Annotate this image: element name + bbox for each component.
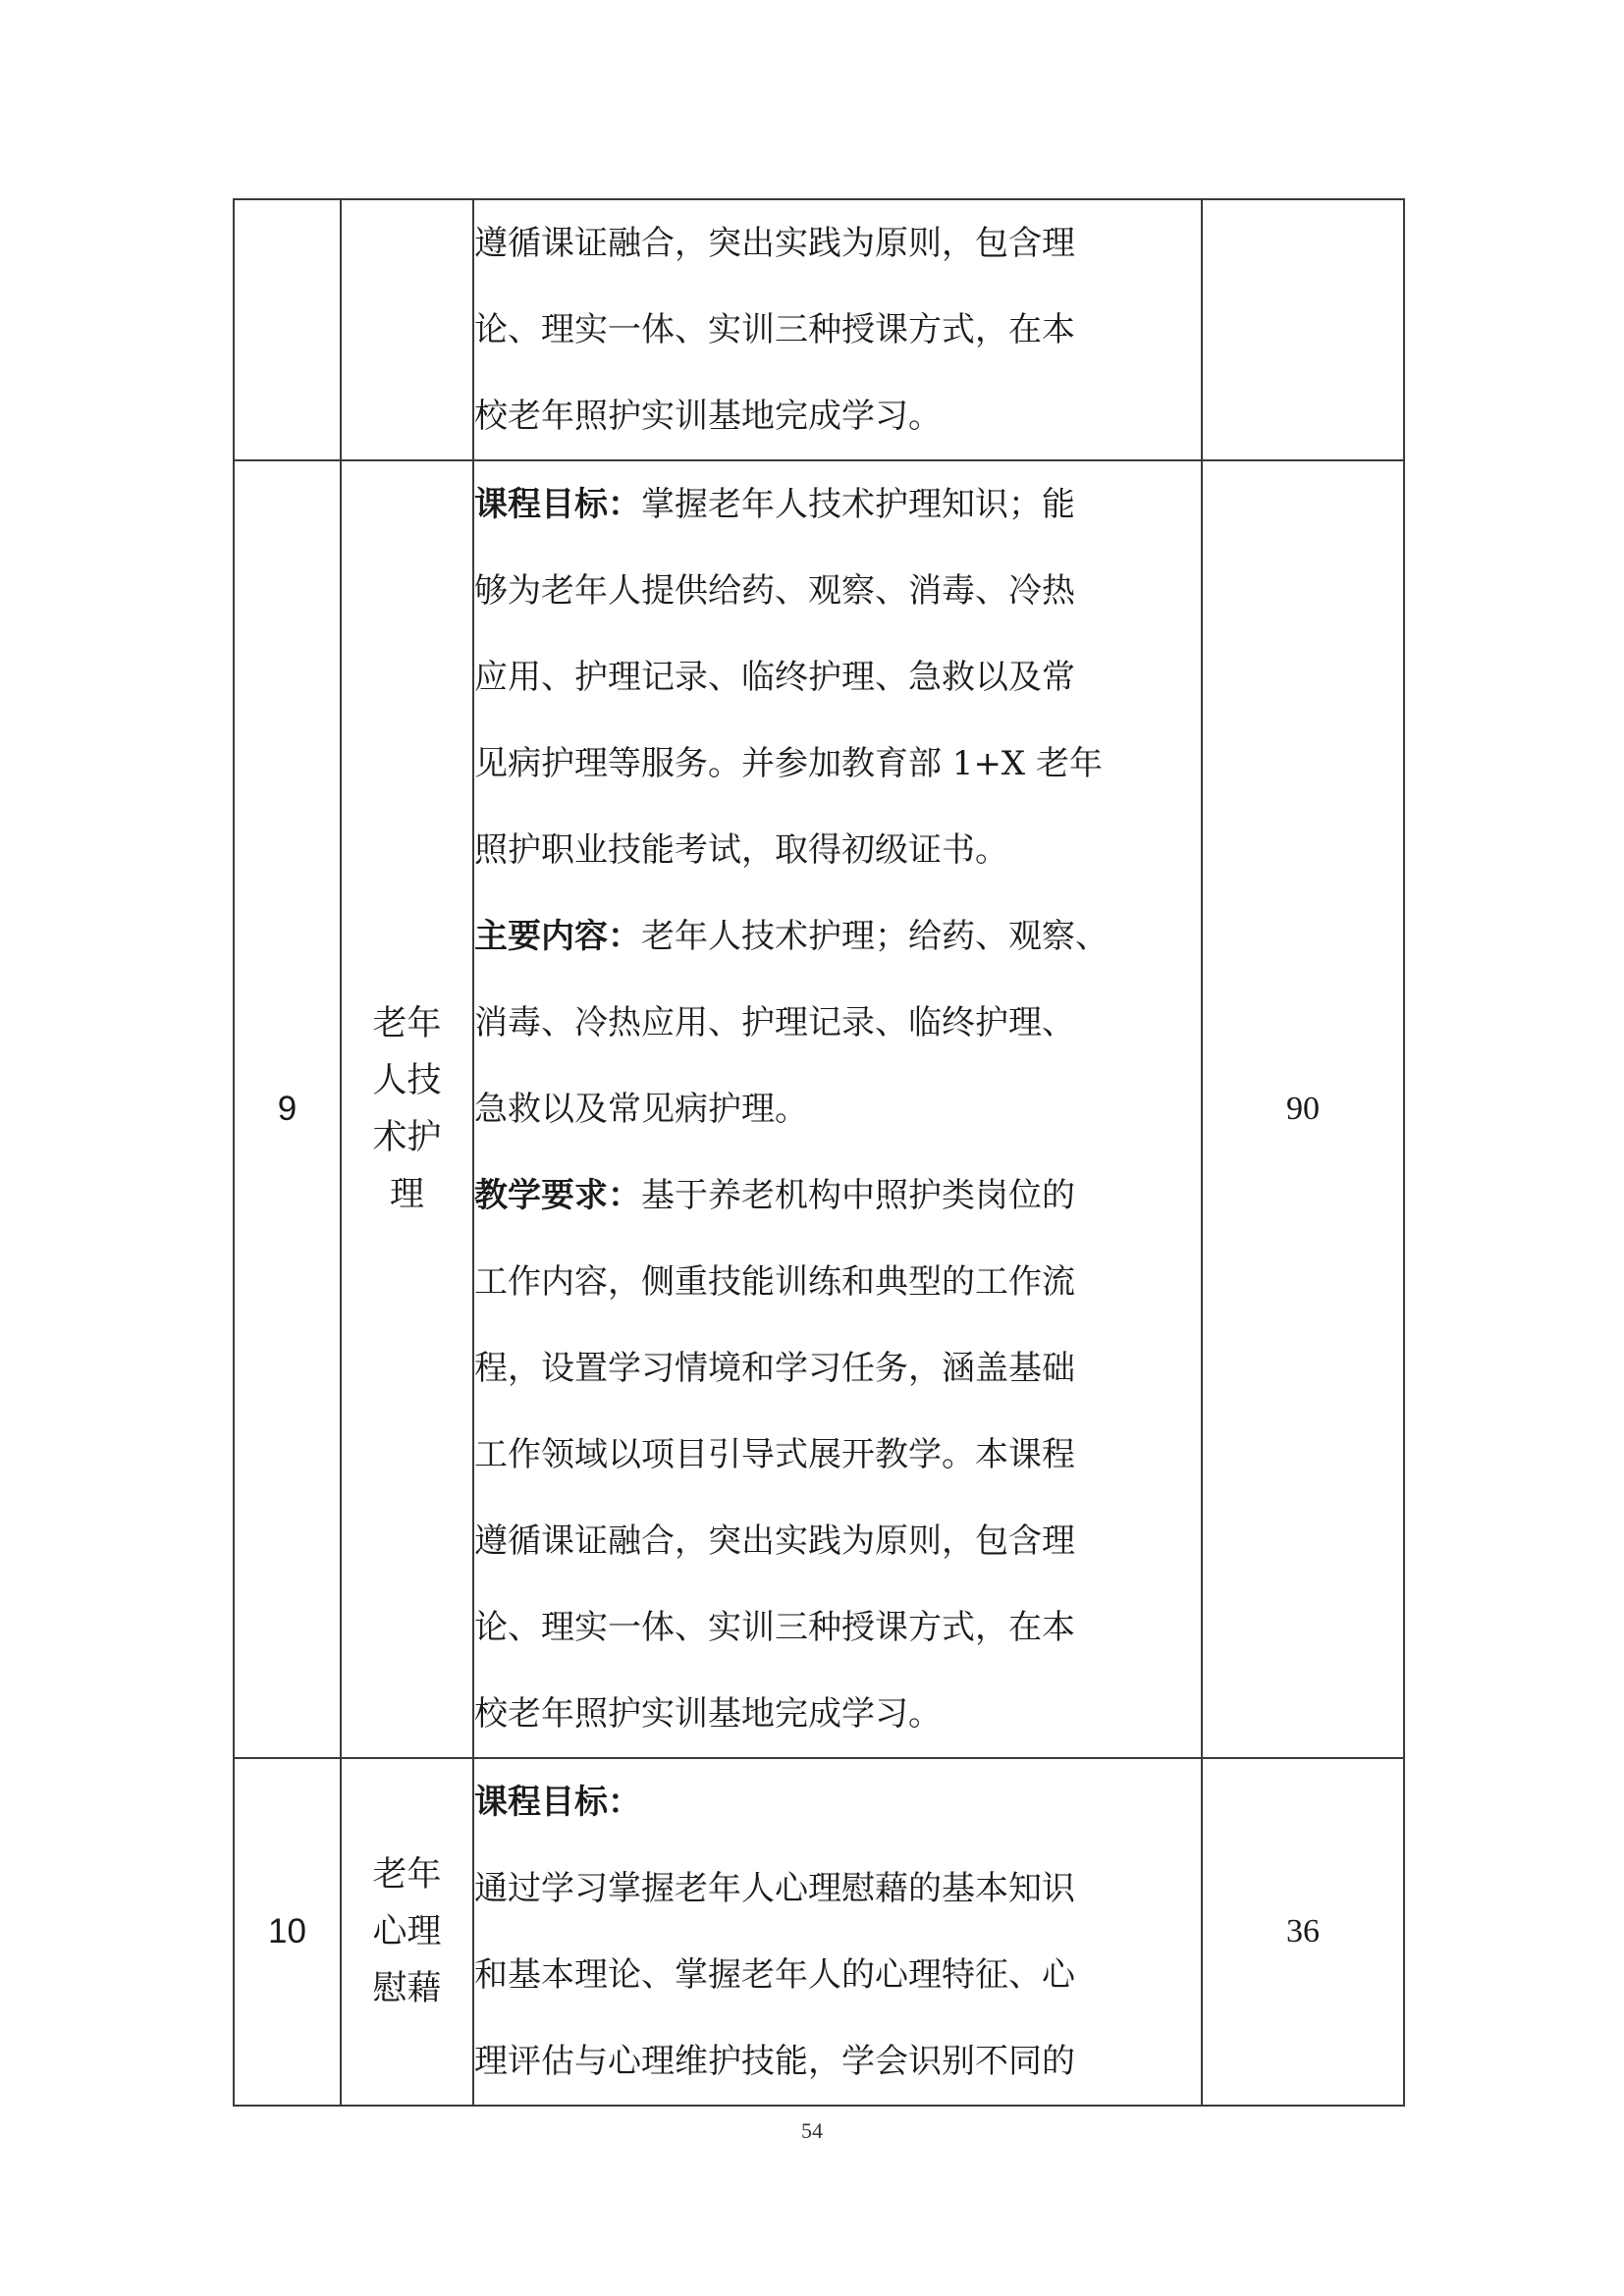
content-line — [474, 1671, 1201, 1757]
content-line — [474, 1932, 1201, 2018]
page-number: 54 — [801, 2118, 823, 2143]
content-line — [474, 721, 1201, 807]
content-line — [474, 1759, 1201, 1845]
course-hours-cell: 90 — [1202, 460, 1404, 1758]
course-name-part: 心理 — [372, 1912, 442, 1951]
content-line — [474, 1845, 1201, 1932]
course-name-cell — [341, 460, 473, 1758]
table-row — [234, 1758, 1404, 2106]
content-text: 老年人技术护理；给药、观察、 — [641, 917, 1109, 956]
table-row — [234, 460, 1404, 1758]
content-line — [474, 1239, 1201, 1325]
table-row — [234, 199, 1404, 460]
content-line — [474, 2018, 1201, 2105]
course-content-cell — [473, 199, 1202, 460]
content-text: 够为老年人提供给药、观察、消毒、冷热 — [474, 571, 1075, 611]
course-table-body — [234, 199, 1404, 2106]
content-label: 课程目标： — [474, 485, 641, 524]
content-text: 掌握老年人技术护理知识；能 — [641, 485, 1075, 524]
course-name-cell — [341, 1758, 473, 2106]
course-name-part: 理 — [389, 1175, 424, 1214]
content-text: 照护职业技能考试，取得初级证书。 — [474, 830, 1008, 870]
content-text: 通过学习掌握老年人心理慰藉的基本知识 — [474, 1869, 1075, 1908]
content-text: 见病护理等服务。并参加教育部 1+X 老年 — [474, 744, 1103, 783]
course-content-cell — [473, 1758, 1202, 2106]
content-line — [474, 1498, 1201, 1584]
content-line — [474, 1584, 1201, 1671]
content-line — [474, 1152, 1201, 1239]
course-name-part: 人技 — [372, 1061, 442, 1100]
content-line — [474, 200, 1201, 287]
content-text: 论、理实一体、实训三种授课方式，在本 — [474, 310, 1075, 349]
course-name-part: 老年 — [372, 1004, 442, 1043]
course-hours-cell — [1202, 199, 1404, 460]
content-text: 消毒、冷热应用、护理记录、临终护理、 — [474, 1003, 1075, 1042]
content-text: 遵循课证融合，突出实践为原则，包含理 — [474, 224, 1075, 263]
course-number-cell: 9 — [234, 460, 341, 1758]
content-line — [474, 287, 1201, 373]
content-line — [474, 1325, 1201, 1412]
content-line — [474, 980, 1201, 1066]
content-line — [474, 461, 1201, 548]
content-label: 课程目标： — [474, 1783, 641, 1822]
course-hours-cell: 36 — [1202, 1758, 1404, 2106]
content-label: 主要内容： — [474, 917, 641, 956]
content-line — [474, 807, 1201, 893]
course-table — [233, 198, 1405, 2107]
content-label: 教学要求： — [474, 1176, 641, 1215]
content-text: 急救以及常见病护理。 — [474, 1090, 808, 1129]
content-text: 校老年照护实训基地完成学习。 — [474, 1694, 942, 1734]
content-line — [474, 1066, 1201, 1152]
content-text: 论、理实一体、实训三种授课方式，在本 — [474, 1608, 1075, 1647]
course-number-cell: 10 — [234, 1758, 341, 2106]
content-line — [474, 893, 1201, 980]
course-content-cell — [473, 460, 1202, 1758]
content-text: 工作内容，侧重技能训练和典型的工作流 — [474, 1262, 1075, 1302]
content-text: 程，设置学习情境和学习任务，涵盖基础 — [474, 1349, 1075, 1388]
course-name-part: 慰藉 — [372, 1969, 442, 2008]
content-line — [474, 634, 1201, 721]
content-text: 校老年照护实训基地完成学习。 — [474, 397, 942, 436]
content-line — [474, 548, 1201, 634]
course-name-cell — [341, 199, 473, 460]
content-text: 和基本理论、掌握老年人的心理特征、心 — [474, 1955, 1075, 1995]
content-line — [474, 373, 1201, 459]
content-text: 工作领域以项目引导式展开教学。本课程 — [474, 1435, 1075, 1474]
content-line — [474, 1412, 1201, 1498]
course-number-cell — [234, 199, 341, 460]
content-text: 应用、护理记录、临终护理、急救以及常 — [474, 658, 1075, 697]
content-text: 遵循课证融合，突出实践为原则，包含理 — [474, 1522, 1075, 1561]
content-text: 基于养老机构中照护类岗位的 — [641, 1176, 1075, 1215]
content-text: 理评估与心理维护技能，学会识别不同的 — [474, 2042, 1075, 2081]
course-name-part: 老年 — [372, 1855, 442, 1895]
course-name-part: 术护 — [372, 1118, 442, 1157]
